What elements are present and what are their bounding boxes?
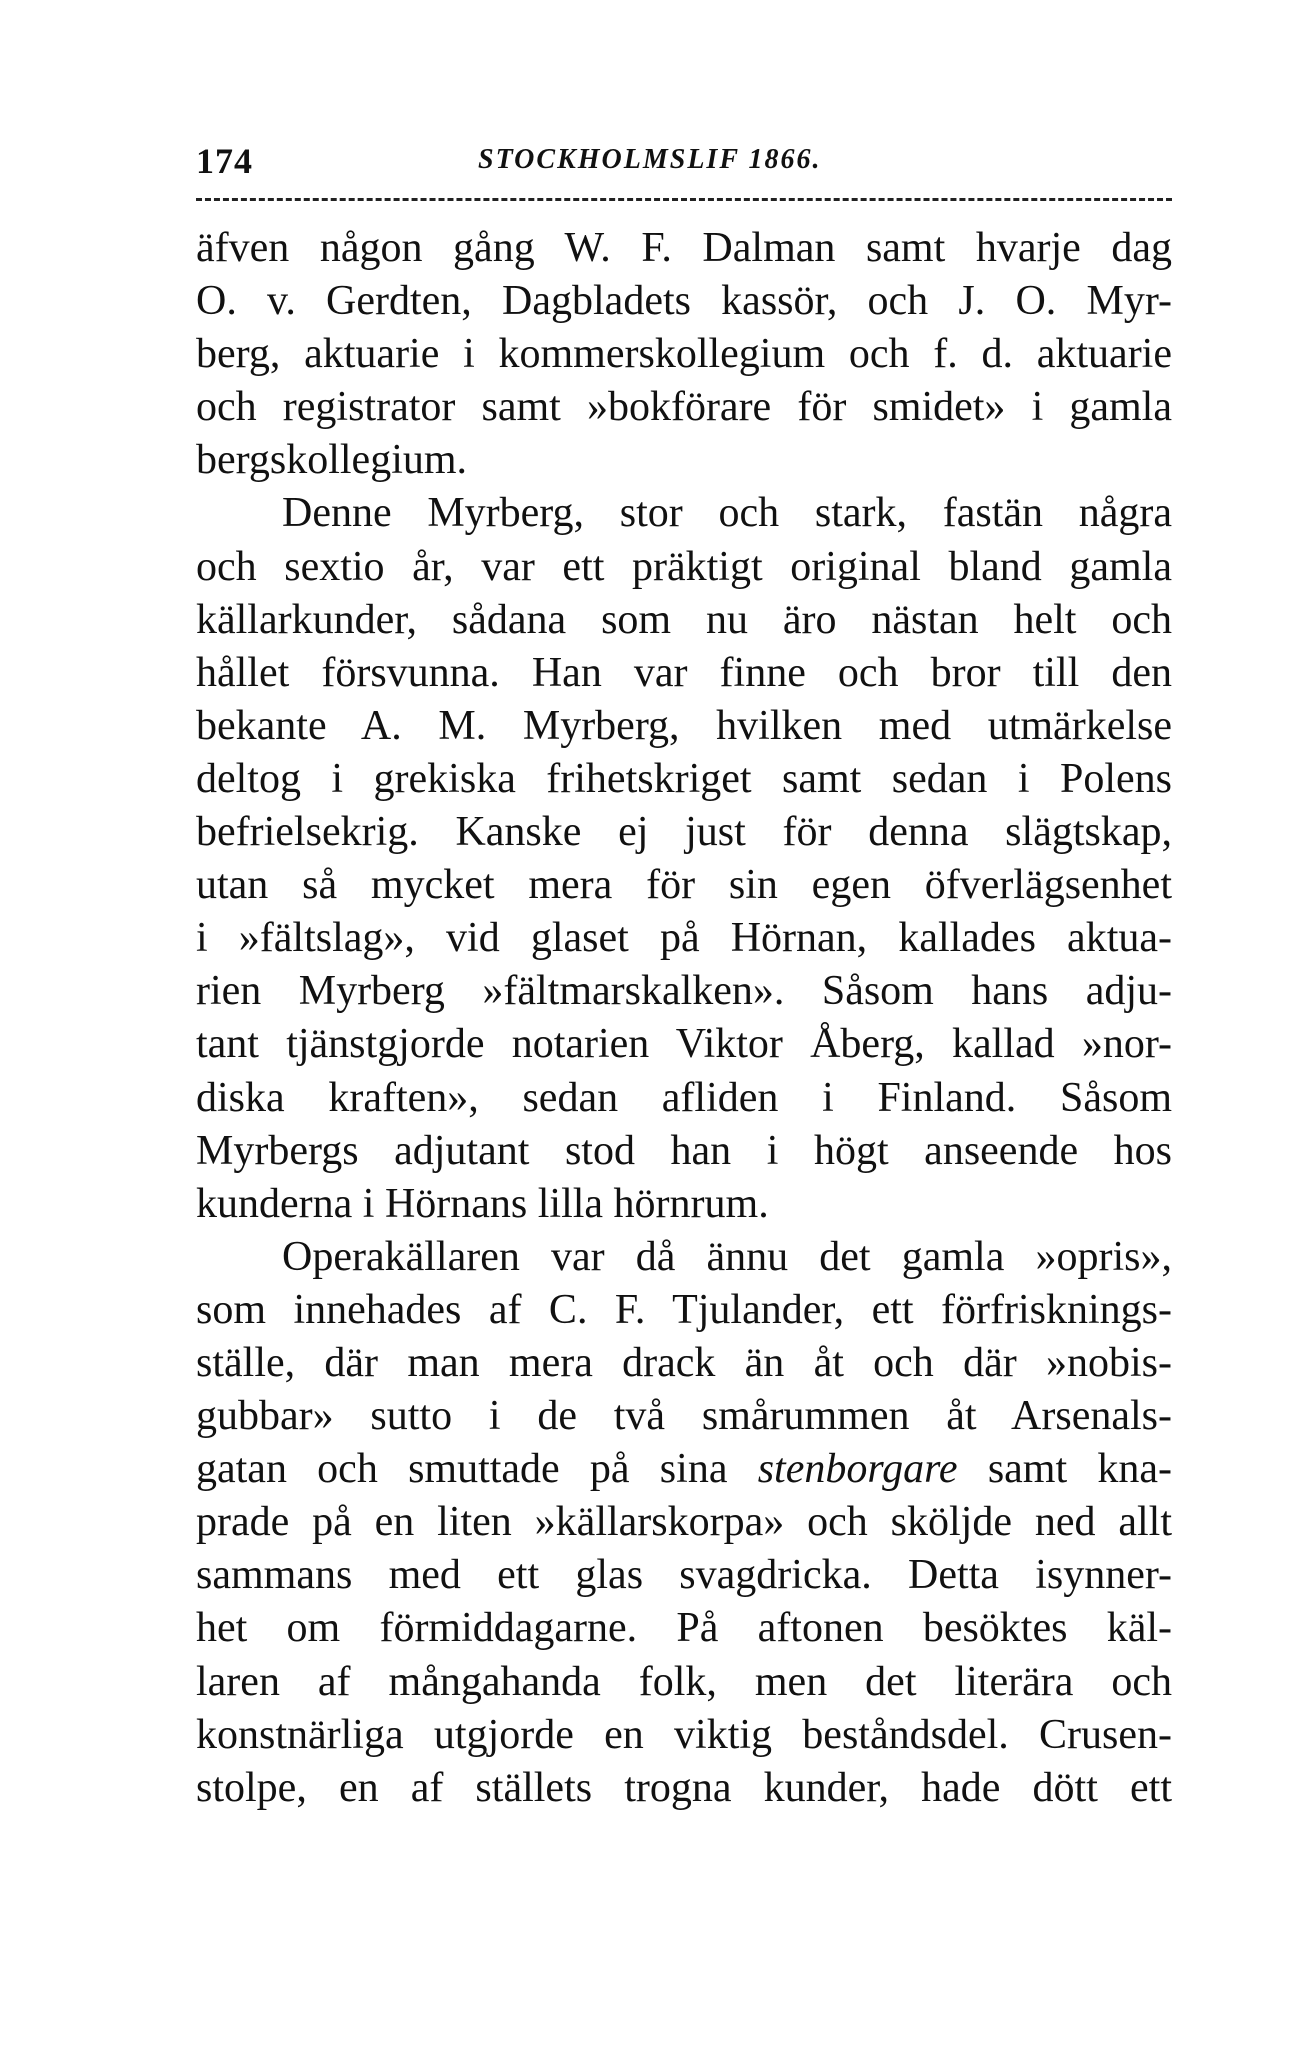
text-line: laren af mångahanda folk, men det literära och	[196, 1658, 1172, 1705]
text-line: Operakällaren var då ännu det gamla »opris»,	[282, 1233, 1172, 1280]
text-line: deltog i grekiska frihetskriget samt sedan i Polens	[196, 755, 1172, 802]
text-line: rien Myrberg »fältmarskalken». Såsom hans adju-	[196, 968, 1172, 1015]
text-line: O. v. Gerdten, Dagbladets kassör, och J. O. Myr-	[196, 278, 1172, 325]
text-line: Denne Myrberg, stor och stark, fastän några	[282, 490, 1172, 537]
text-line: kunderna i Hörnans lilla hörnrum.	[196, 1180, 769, 1227]
text-line: befrielsekrig. Kanske ej just för denna slägtskap,	[196, 809, 1172, 856]
text-line: het om förmiddagarne. På aftonen besöktes käl-	[196, 1605, 1172, 1652]
text-line: äfven någon gång W. F. Dalman samt hvarje dag	[196, 225, 1172, 271]
header-rule	[196, 198, 1172, 201]
text-line: stolpe, en af ställets trogna kunder, hade dött ett	[196, 1764, 1172, 1811]
text-line-with-italic	[196, 1443, 1172, 1496]
text-line: och sextio år, var ett präktigt original bland gamla	[196, 543, 1172, 590]
running-head: STOCKHOLMSLIF 1866.	[478, 144, 822, 175]
text-line: prade på en liten »källarskorpa» och sköljde ned allt	[196, 1499, 1172, 1546]
page-number: 174	[196, 141, 253, 181]
text-line: konstnärliga utgjorde en viktig beståndsdel. Crusen-	[196, 1711, 1172, 1758]
text-line: källarkunder, sådana som nu äro nästan helt och	[196, 596, 1172, 643]
text-line: i »fältslag», vid glaset på Hörnan, kallades aktua-	[196, 915, 1172, 962]
text-line: hållet försvunna. Han var finne och bror till den	[196, 649, 1172, 696]
text-line: utan så mycket mera för sin egen öfverlägsenhet	[196, 862, 1172, 909]
text-line: och registrator samt »bokförare för smidet» i gamla	[196, 384, 1172, 431]
page-header	[196, 140, 1172, 192]
text-line: Myrbergs adjutant stod han i högt anseende hos	[196, 1127, 1172, 1174]
text-line: sammans med ett glas svagdricka. Detta isynner-	[196, 1552, 1172, 1599]
text-line: tant tjänstgjorde notarien Viktor Åberg, kallad »nor-	[196, 1021, 1172, 1068]
text-segment: samt kna-	[987, 1446, 1172, 1493]
text-line: bekante A. M. Myrberg, hvilken med utmärkelse	[196, 702, 1172, 749]
text-line: berg, aktuarie i kommerskollegium och f. d. aktuarie	[196, 331, 1172, 378]
text-line: bergskollegium.	[196, 437, 468, 484]
text-line: gubbar» sutto i de två smårummen åt Arsenals-	[196, 1393, 1172, 1440]
text-line: ställe, där man mera drack än åt och där »nobis-	[196, 1339, 1172, 1386]
text-line: som innehades af C. F. Tjulander, ett förfrisknings-	[196, 1286, 1172, 1333]
italic-word: stenborgare	[757, 1446, 958, 1493]
text-line: diska kraften», sedan afliden i Finland. Såsom	[196, 1074, 1172, 1121]
body-text	[196, 222, 1172, 1815]
text-segment: gatan och smuttade på sina	[196, 1446, 728, 1493]
